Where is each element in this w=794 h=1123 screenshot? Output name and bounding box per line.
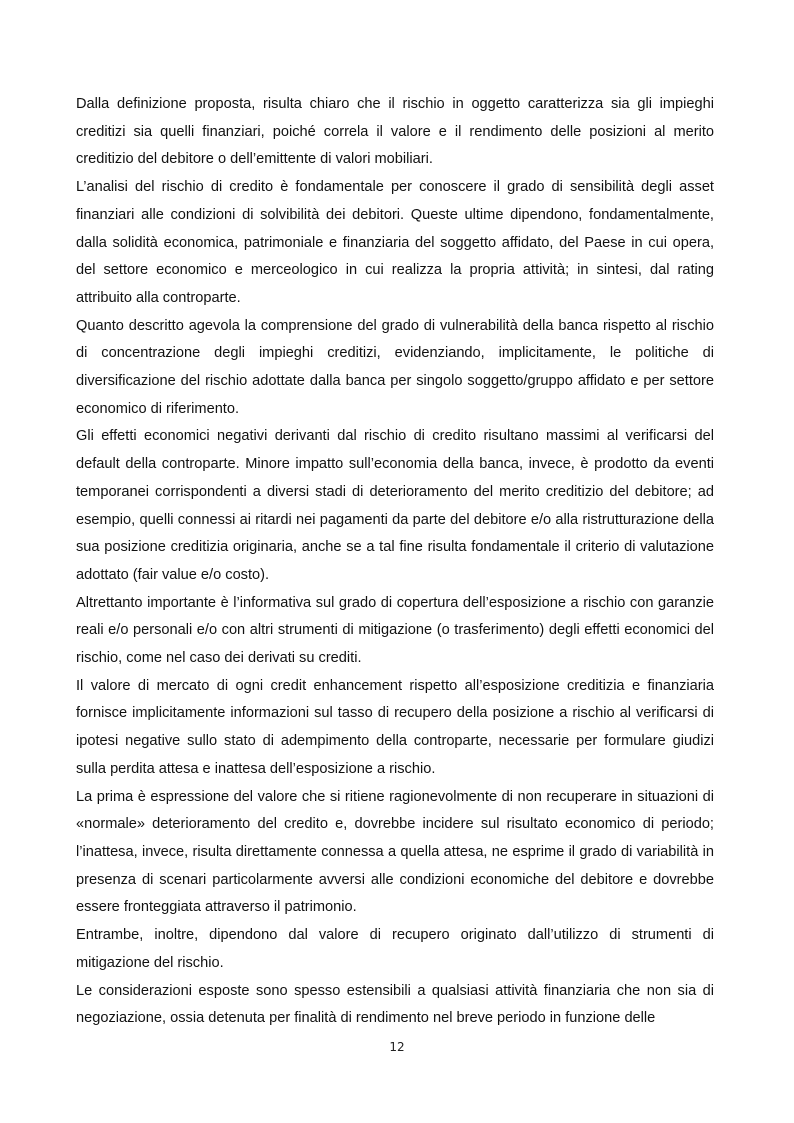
paragraph-7: La prima è espressione del valore che si ritiene ragionevolmente di non recuperare in situazioni di «normale» deterioramento del credito e, dovrebbe incidere sul risultato economico di periodo; l’inattesa, invece, risulta direttamente connessa a quella attesa, ne esprime il grado di variabilità in presenza di scenari particolarmente avversi alle condizioni economiche del debitore e dovrebbe essere fronteggiata attraverso il patrimonio. xyxy=(76,788,714,916)
paragraph-6: Il valore di mercato di ogni credit enhancement rispetto all’esposizione creditizia e finanziaria fornisce implicitamente informazioni sul tasso di recupero della posizione a rischio al verificarsi di ipotesi negative sullo stato di adempimento della controparte, necessarie per formulare giudizi sulla perdita attesa e inattesa dell’esposizione a rischio. xyxy=(76,677,714,777)
paragraph-2: L’analisi del rischio di credito è fondamentale per conoscere il grado di sensibilità degli asset finanziari alle condizioni di solvibilità dei debitori. Queste ultime dipendono, fondamentalmente, dalla solidità economica, patrimoniale e finanziaria del soggetto affidato, del Paese in cui opera, del settore economico e merceologico in cui realizza la propria attività; in sintesi, dal rating attribuito alla controparte. xyxy=(76,179,714,306)
paragraph-3: Quanto descritto agevola la comprensione del grado di vulnerabilità della banca rispetto al rischio di concentrazione degli impieghi creditizi, evidenziando, implicitamente, le politiche di diversificazione del rischio adottate dalla banca per singolo soggetto/gruppo affidato e per settore economico di riferimento. xyxy=(76,317,714,417)
paragraph-4: Gli effetti economici negativi derivanti dal rischio di credito risultano massimi al verificarsi del default della controparte. Minore impatto sull’economia della banca, invece, è prodotto da eventi temporanei corrispondenti a diversi stadi di deterioramento del merito creditizio del debitore; ad esempio, quelli connessi ai ritardi nei pagamenti da parte del debitore e/o alla ristrutturazione della sua posizione creditizia originaria, anche se a tal fine risulta fondamentale il criterio di valutazione adottato (fair value e/o costo). xyxy=(76,428,714,583)
paragraph-9: Le considerazioni esposte sono spesso estensibili a qualsiasi attività finanziaria che non sia di negoziazione, ossia detenuta per finalità di rendimento nel breve periodo in funzione delle xyxy=(76,982,714,1027)
page-number: 12 xyxy=(389,1040,405,1054)
paragraph-1: Dalla definizione proposta, risulta chiaro che il rischio in oggetto caratterizza sia gli impieghi creditizi sia quelli finanziari, poiché correla il valore e il rendimento delle posizioni al merito creditizio del debitore o dell’emittente di valori mobiliari. xyxy=(76,96,714,168)
paragraph-8: Entrambe, inoltre, dipendono dal valore di recupero originato dall’utilizzo di strumenti di mitigazione del rischio. xyxy=(76,927,714,971)
paragraph-5: Altrettanto importante è l’informativa sul grado di copertura dell’esposizione a rischio con garanzie reali e/o personali e/o con altri strumenti di mitigazione (o trasferimento) degli effetti economici del rischio, come nel caso dei derivati su crediti. xyxy=(76,594,714,667)
body-text xyxy=(76,91,714,1033)
